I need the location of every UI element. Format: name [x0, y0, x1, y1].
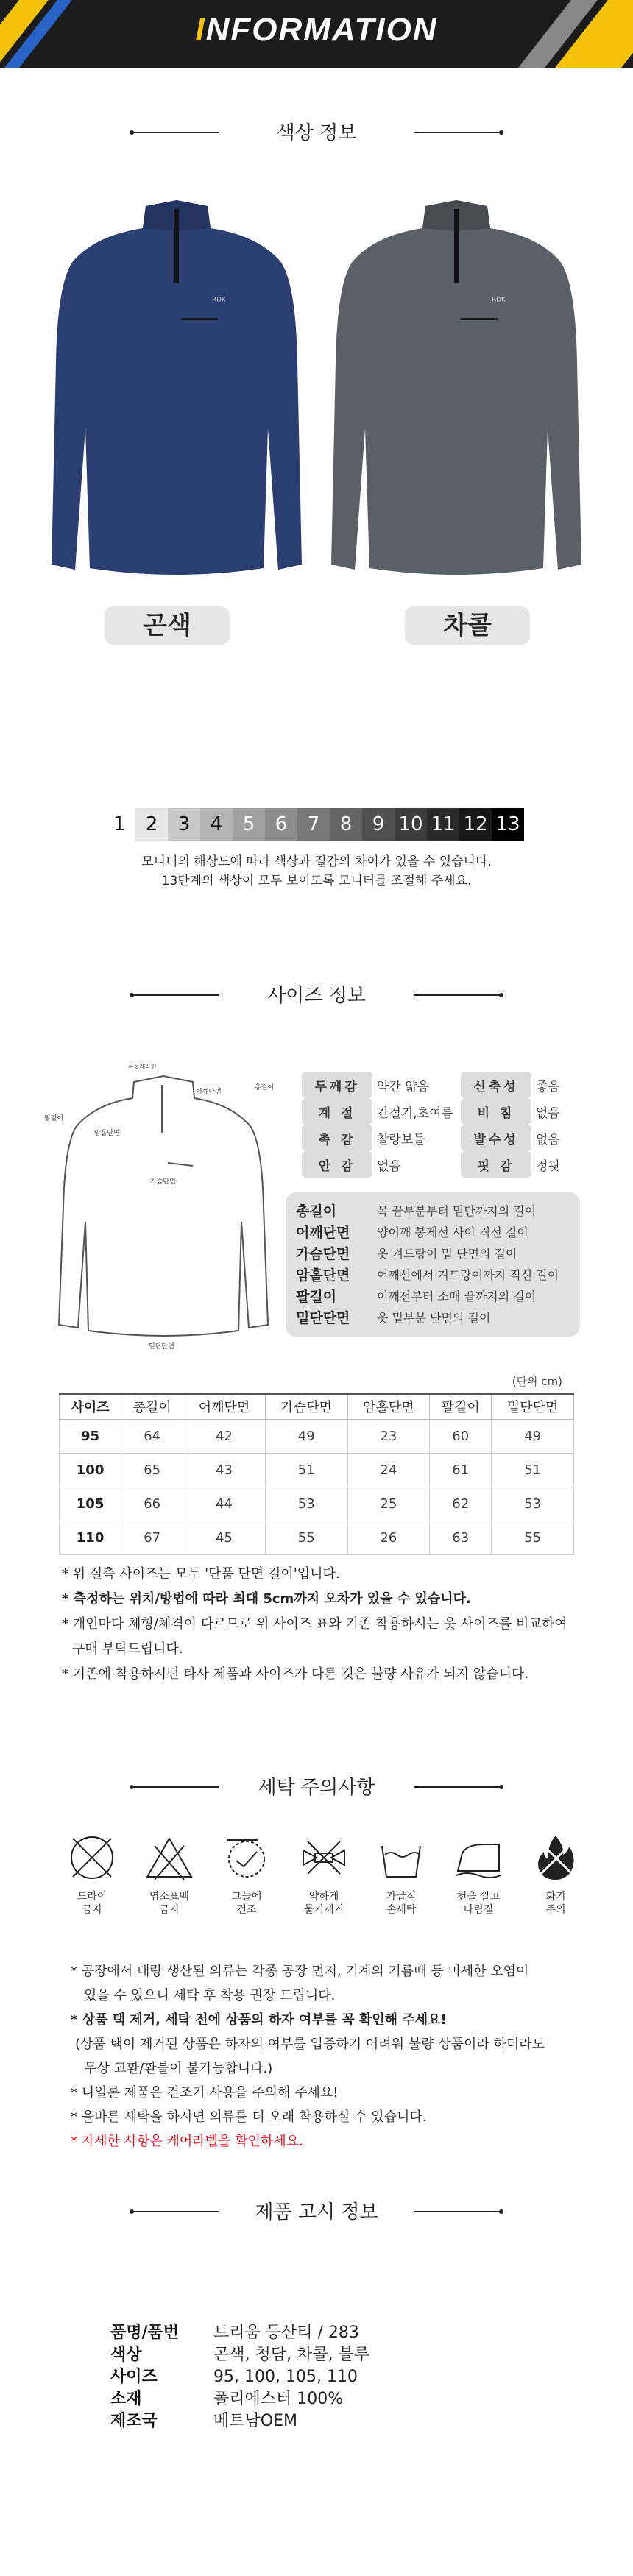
wash-item: 염소표백 금지 [136, 1831, 202, 1917]
wash-item: 화기 주의 [523, 1831, 589, 1917]
wash-item: 가급적 손세탁 [368, 1831, 434, 1917]
spec-row: 촉 감 찰랑보들 발수성 없음 [302, 1125, 620, 1151]
color-label-charcoal: 차콜 [405, 606, 530, 645]
table-row: 110 67 45 55 26 63 55 [60, 1521, 574, 1554]
scale-step: 10 [395, 808, 427, 841]
diagram-label-shoulder: 어깨단면 [196, 1089, 222, 1096]
size-table-header: 사이즈 총길이 어깨단면 가슴단면 암홀단면 팔길이 밑단단면 [60, 1394, 574, 1419]
product-info-row: 사이즈 95, 100, 105, 110 [110, 2368, 358, 2386]
scale-step: 7 [297, 808, 330, 841]
svg-text:ᴿᴰᴷ: ᴿᴰᴷ [212, 296, 226, 308]
svg-text:ᴿᴰᴷ: ᴿᴰᴷ [492, 296, 506, 308]
diagram-label-hem: 밑단단면 [149, 1343, 174, 1351]
table-row: 100 65 43 51 24 61 51 [60, 1453, 574, 1487]
no-bleach-icon [143, 1831, 196, 1884]
scale-step: 11 [427, 808, 459, 841]
product-section-title: 제품 고시 정보 [0, 2197, 633, 2224]
measure-row: 암홀단면 어깨선에서 겨드랑이까지 직선 길이 [296, 1267, 559, 1284]
scale-step: 3 [168, 808, 200, 841]
wash-icons [59, 1831, 589, 1917]
scale-step: 8 [330, 808, 362, 841]
scale-step: 13 [492, 808, 524, 841]
measure-row: 밑단단면 옷 밑부분 단면의 길이 [296, 1310, 491, 1326]
spec-row: 안 감 없음 핏 감 정핏 [302, 1151, 620, 1178]
product-info [110, 2322, 369, 2432]
size-notes: * 위 실측 사이즈는 모두 '단품 단면 길이'입니다. * 측정하는 위치/방법에 따라 최대 5cm까지 오차가 있을 수 있습니다. * 개인마다 체형/체격이 다르므로 위 사이즈 표와 기존 착용하시는 옷 사이즈를 비교하여 구매 부탁드립니다. * 기존에 착용하시던 타사 제품과 사이즈가 다른 것은 불량 사유가 되지 않습니다. [62, 1566, 567, 1682]
color-section-title: 색상 정보 [0, 118, 633, 145]
monitor-note: 모니터의 해상도에 따라 색상과 질감의 차이가 있을 수 있습니다. 13단계의 색상이 모두 보이도록 모니터를 조절해 주세요. [141, 854, 492, 888]
diagram-label-sleeve: 팔길이 [44, 1115, 64, 1122]
measure-row: 팔길이 어깨선부터 소매 끝까지의 길이 [296, 1289, 537, 1305]
table-row: 95 64 42 49 23 60 49 [60, 1419, 574, 1453]
color-scale [103, 808, 524, 841]
no-dryclean-icon [66, 1831, 119, 1884]
iron-with-cloth-icon [452, 1831, 505, 1884]
size-table [59, 1393, 574, 1555]
scale-step: 12 [459, 808, 492, 841]
page-title: INFORMATION [195, 12, 438, 48]
gentle-wring-icon [297, 1831, 350, 1884]
scale-step: 9 [362, 808, 395, 841]
wash-item: 천을 깔고 다림질 [445, 1831, 512, 1917]
header-banner [0, 0, 633, 68]
diagram-label-armhole: 암홀단면 [94, 1130, 120, 1137]
unit-label: (단위 cm) [512, 1375, 562, 1388]
scale-step: 4 [200, 808, 233, 841]
diagram-label-collar: 목둘레라인 [128, 1064, 157, 1070]
wash-section-title: 세탁 주의사항 [0, 1772, 633, 1800]
size-diagram [38, 1052, 289, 1351]
color-label-navy: 곤색 [105, 606, 230, 645]
product-info-row: 제조국 베트남OEM [110, 2412, 297, 2430]
wash-item: 드라이 금지 [59, 1831, 125, 1917]
wash-item: 그늘에 건조 [213, 1831, 280, 1917]
fabric-spec-table [302, 1072, 620, 1178]
measurement-guide [286, 1192, 580, 1337]
table-row: 105 66 44 53 25 62 53 [60, 1487, 574, 1521]
diagram-label-chest: 가슴단면 [150, 1178, 176, 1186]
spec-row: 계 절 간절기,초여름 비 침 없음 [302, 1098, 620, 1125]
care-notes: * 공장에서 대량 생산된 의류는 각종 공장 먼지, 기계의 기름때 등 미세한 오염이 있을 수 있으니 세탁 후 착용 권장 드립니다. * 상품 택 제거, 세탁 전에 상품의 하자 여부를 꼭 확인해 주세요! (상품 택이 제거된 상품은 하자의 여부를 입증하기 어려워 불량 상품이라 하더라도 무상 교환/환불이 불가능합니다.) * 니일론 제품은 건조기 사용을 주의해 주세요! * 올바른 세탁을 하시면 의류를 더 오래 착용하실 수 있습니다. * 자세한 사항은 케어라벨을 확인하세요. [71, 1964, 545, 2149]
product-info-row: 색상 곤색, 청담, 차콜, 블루 [110, 2346, 369, 2364]
measure-row: 어깨단면 양어깨 봉제선 사이 직선 길이 [296, 1225, 528, 1241]
product-info-row: 품명/품번 트리움 등산티 / 283 [110, 2324, 359, 2342]
measure-row: 가슴단면 옷 겨드랑이 밑 단면의 길이 [296, 1246, 517, 1262]
measure-row: 총길이 목 끝부분부터 밑단까지의 길이 [296, 1203, 537, 1220]
shirt-charcoal-image [324, 193, 589, 590]
fire-warning-icon [529, 1831, 582, 1884]
scale-step: 2 [135, 808, 168, 841]
spec-row: 두께감 약간 얇음 신축성 좋음 [302, 1072, 620, 1098]
wash-item: 약하게 물기제거 [291, 1831, 357, 1917]
size-section-title: 사이즈 정보 [0, 980, 633, 1008]
shirt-navy-image [44, 193, 309, 590]
shade-dry-icon [220, 1831, 273, 1884]
product-info-row: 소재 폴리에스터 100% [110, 2390, 344, 2408]
diagram-label-total: 총길이 [255, 1084, 275, 1091]
scale-step: 5 [233, 808, 265, 841]
scale-step: 6 [265, 808, 297, 841]
scale-step: 1 [103, 808, 135, 841]
hand-wash-icon [375, 1831, 428, 1884]
